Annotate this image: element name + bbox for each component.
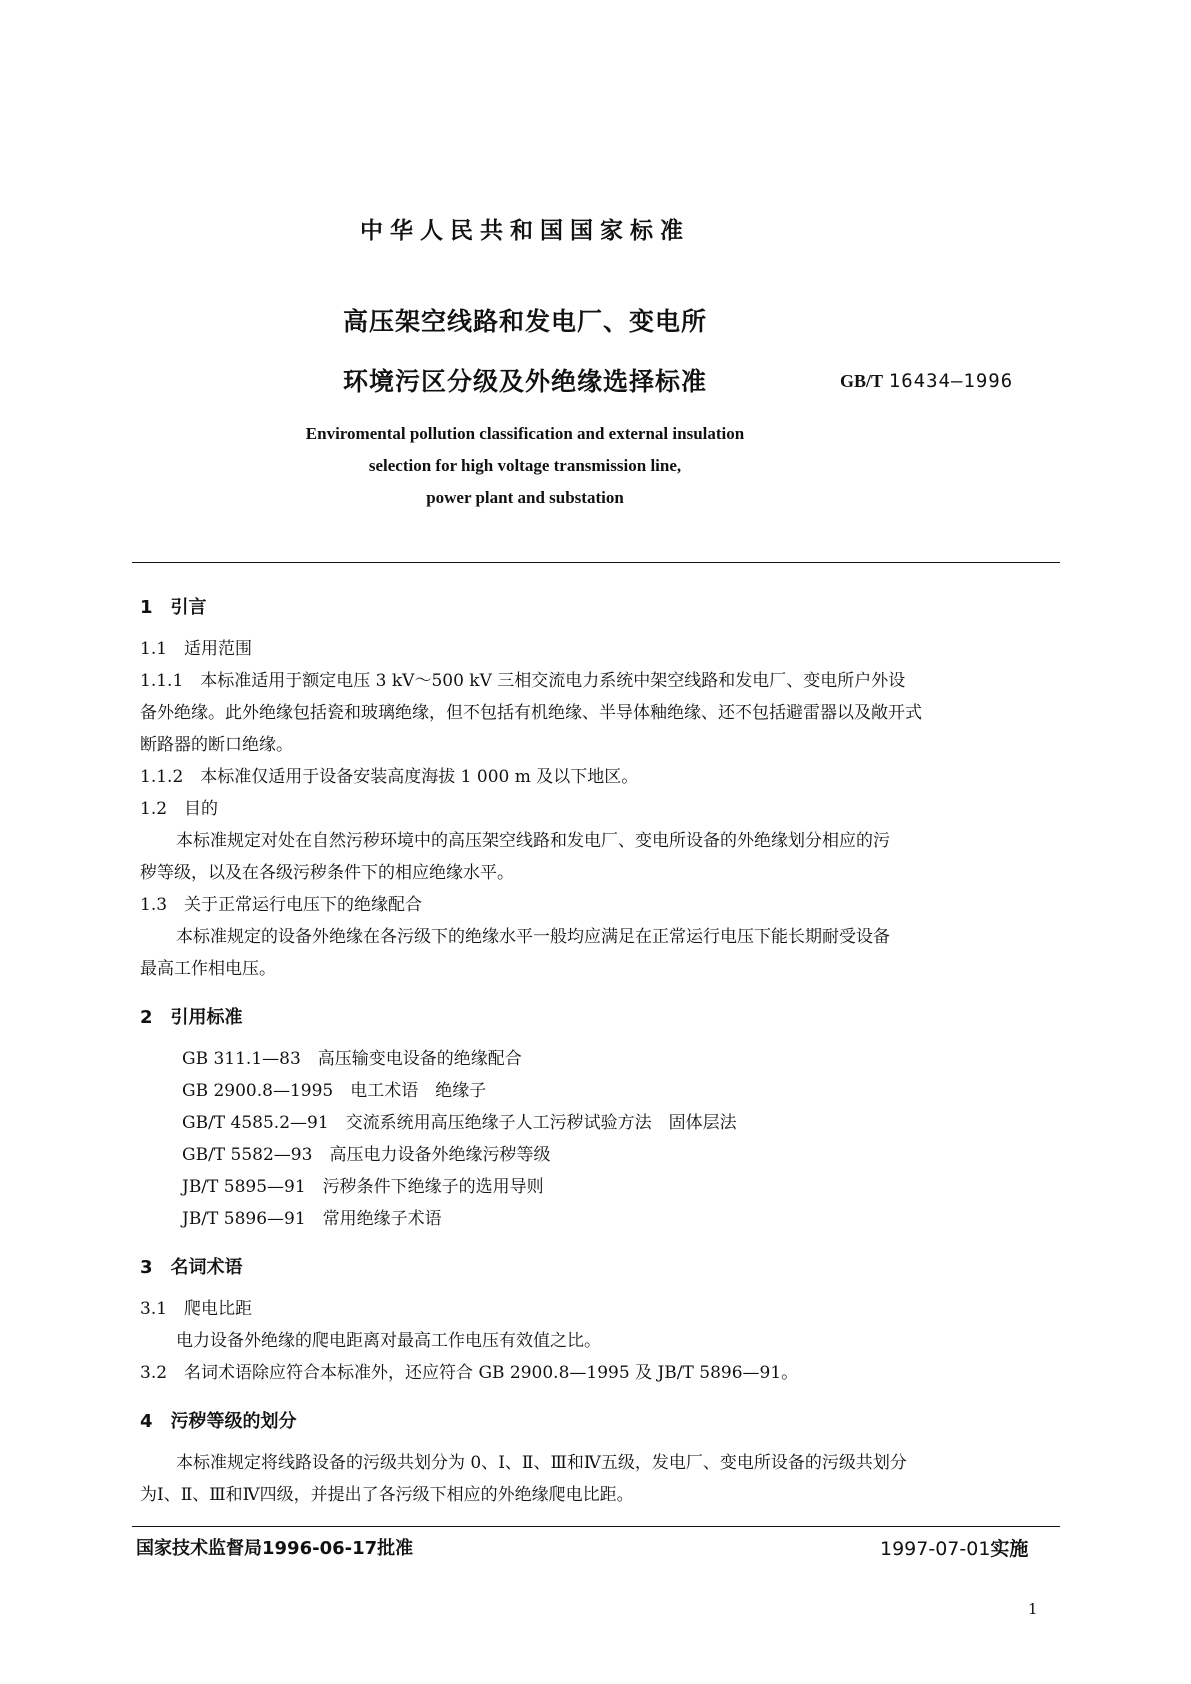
section-3-heading: 3 名词术语	[140, 1257, 243, 1278]
section-4-line-1: 本标准规定将线路设备的污级共划分为 0、Ⅰ、Ⅱ、Ⅲ和Ⅳ五级，发电厂、变电所设备的污级共划分	[176, 1453, 907, 1473]
section-1-1-1-line-1: 1.1.1 本标准适用于额定电压 3 kV～500 kV 三相交流电力系统中架空线路和发电厂、变电所户外设	[140, 671, 906, 691]
title-line-1: 高压架空线路和发电厂、变电所	[342, 307, 707, 336]
section-1-1-1-line-3: 断路器的断口绝缘。	[140, 735, 293, 755]
effective-date	[880, 1534, 1028, 1561]
approval-note: 国家技术监督局1996-06-17批准	[136, 1538, 414, 1559]
section-3-1-definition: 电力设备外绝缘的爬电距离对最高工作电压有效值之比。	[176, 1331, 601, 1351]
english-title-line-2: selection for high voltage transmission line,	[368, 456, 682, 475]
section-3-1-heading: 3.1 爬电比距	[140, 1299, 253, 1319]
section-1-3-line-2: 最高工作相电压。	[140, 959, 276, 979]
effective-label: 实施	[990, 1538, 1029, 1560]
section-4-heading: 4 污秽等级的划分	[140, 1411, 297, 1432]
section-1-heading: 1 引言	[140, 597, 207, 618]
bottom-divider	[132, 1526, 1060, 1527]
effective-date-value: 1997-07-01	[880, 1538, 991, 1560]
section-1-1-1-line-2: 备外绝缘。此外绝缘包括瓷和玻璃绝缘，但不包括有机绝缘、半导体釉绝缘、还不包括避雷器以及敞开式	[140, 703, 922, 723]
section-1-3-heading: 1.3 关于正常运行电压下的绝缘配合	[140, 895, 423, 915]
reference-item: GB/T 4585.2—91 交流系统用高压绝缘子人工污秽试验方法 固体层法	[182, 1113, 737, 1133]
reference-item: JB/T 5895—91 污秽条件下绝缘子的选用导则	[182, 1177, 544, 1197]
top-divider	[132, 562, 1060, 563]
reference-item: JB/T 5896—91 常用绝缘子术语	[182, 1209, 442, 1229]
standard-code: GB/T	[840, 371, 884, 391]
page-number: 1	[1028, 1600, 1038, 1618]
section-2-heading: 2 引用标准	[140, 1007, 243, 1028]
section-1-1-2: 1.1.2 本标准仅适用于设备安装高度海拔 1 000 m 及以下地区。	[140, 767, 639, 787]
section-3-2: 3.2 名词术语除应符合本标准外，还应符合 GB 2900.8—1995 及 JB/T 5896—91。	[140, 1363, 799, 1383]
section-1-1-heading: 1.1 适用范围	[140, 639, 253, 659]
standard-number	[840, 370, 1013, 392]
title-line-2: 环境污区分级及外绝缘选择标准	[342, 367, 707, 396]
reference-item: GB 311.1—83 高压输变电设备的绝缘配合	[182, 1049, 522, 1069]
national-standard-heading: 中华人民共和国国家标准	[360, 218, 690, 244]
english-title-line-1: Enviromental pollution classification and external insulation	[305, 424, 745, 443]
standard-number-value: 16434—1996	[888, 370, 1014, 392]
reference-item: GB 2900.8—1995 电工术语 绝缘子	[182, 1081, 487, 1101]
section-1-2-heading: 1.2 目的	[140, 799, 219, 819]
section-1-3-line-1: 本标准规定的设备外绝缘在各污级下的绝缘水平一般均应满足在正常运行电压下能长期耐受设备	[176, 927, 890, 947]
section-1-2-line-1: 本标准规定对处在自然污秽环境中的高压架空线路和发电厂、变电所设备的外绝缘划分相应的污	[176, 831, 890, 851]
reference-item: GB/T 5582—93 高压电力设备外绝缘污秽等级	[182, 1145, 551, 1165]
english-title-line-3: power plant and substation	[426, 488, 624, 507]
section-1-2-line-2: 秽等级，以及在各级污秽条件下的相应绝缘水平。	[140, 863, 514, 883]
section-4-line-2: 为Ⅰ、Ⅱ、Ⅲ和Ⅳ四级，并提出了各污级下相应的外绝缘爬电比距。	[140, 1485, 634, 1505]
